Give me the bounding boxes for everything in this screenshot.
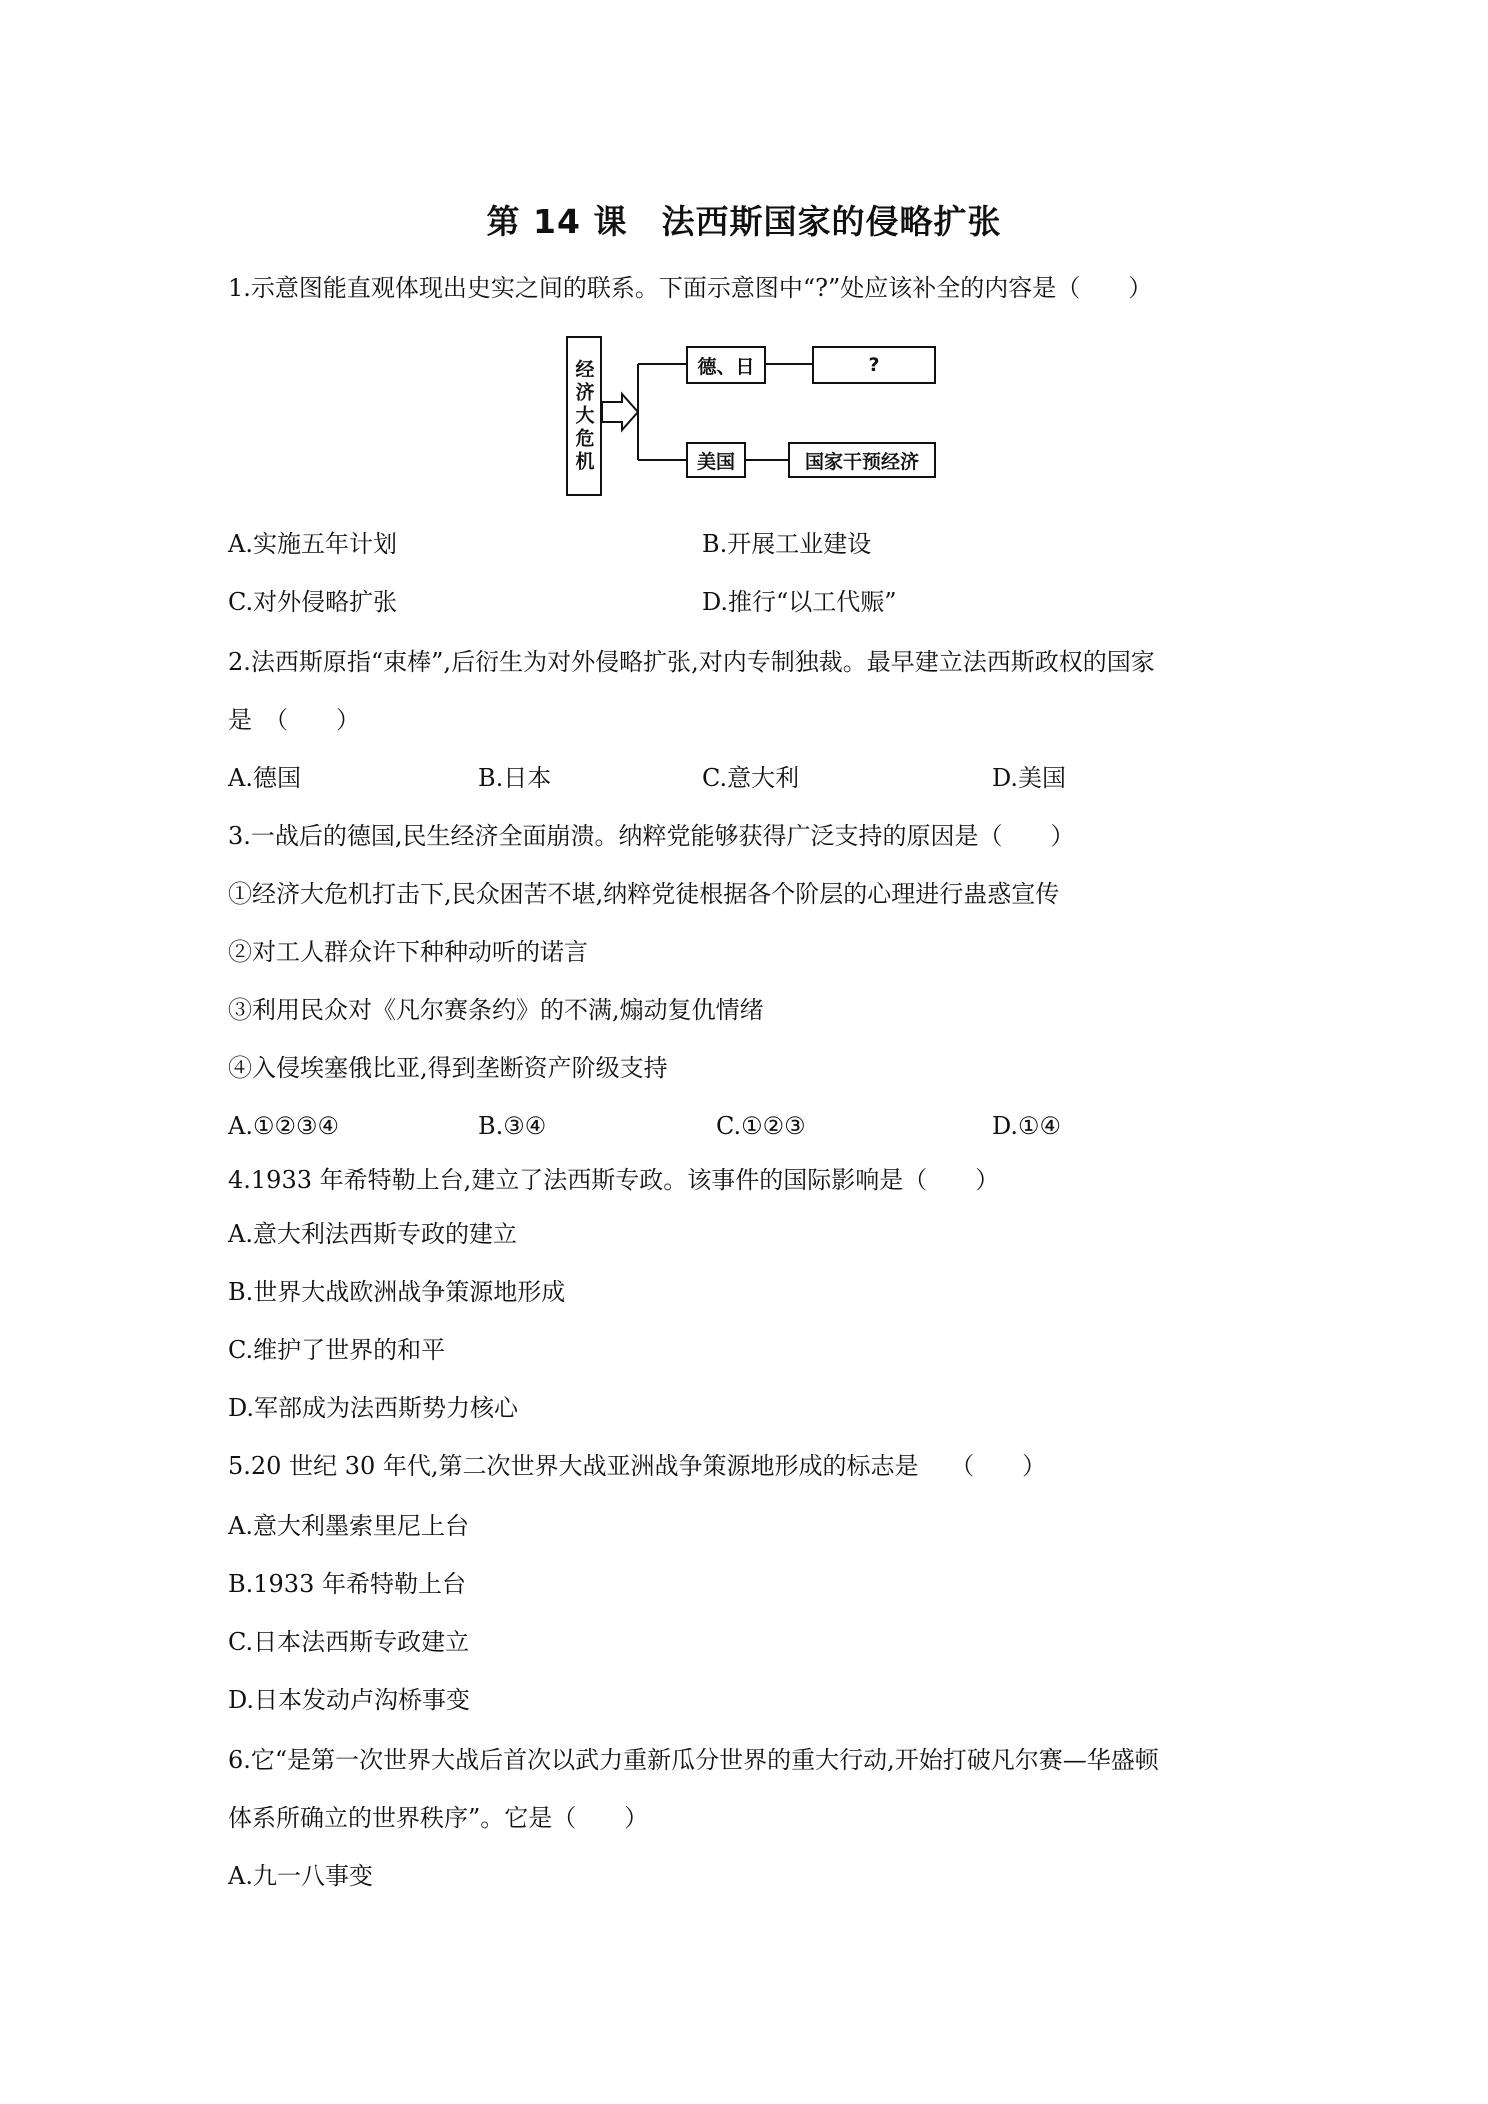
q5-option-b: B.1933 年希特勒上台 — [228, 1570, 466, 1598]
q2-option-a: A.德国 — [228, 764, 301, 792]
diagram-root-box: 经济大危机 — [566, 336, 602, 496]
q4-option-a: A.意大利法西斯专政的建立 — [228, 1220, 517, 1248]
q1-stem: 1.示意图能直观体现出史实之间的联系。下面示意图中“?”处应该补全的内容是（ ） — [228, 274, 1153, 302]
q3-option-b: B.③④ — [478, 1112, 547, 1140]
q2-stem-line2: 是 （ ） — [228, 706, 360, 734]
diagram-arrow — [602, 394, 638, 430]
q1-option-b: B.开展工业建设 — [702, 530, 872, 558]
q4-option-c: C.维护了世界的和平 — [228, 1336, 446, 1364]
q2-option-b: B.日本 — [478, 764, 552, 792]
diagram-lower-result-box: 国家干预经济 — [788, 442, 936, 478]
q3-item-3: ③利用民众对《凡尔赛条约》的不满,煽动复仇情绪 — [228, 996, 764, 1024]
q3-item-4: ④入侵埃塞俄比亚,得到垄断资产阶级支持 — [228, 1054, 668, 1082]
q1-diagram — [560, 332, 940, 502]
q3-option-d: D.①④ — [992, 1112, 1062, 1140]
q3-stem: 3.一战后的德国,民生经济全面崩溃。纳粹党能够获得广泛支持的原因是（ ） — [228, 822, 1075, 850]
page-title: 第 14 课 法西斯国家的侵略扩张 — [486, 202, 1002, 241]
diagram-upper-country-box: 德、日 — [686, 346, 766, 384]
q5-stem: 5.20 世纪 30 年代,第二次世界大战亚洲战争策源地形成的标志是 （ ） — [228, 1452, 1047, 1480]
q6-option-a: A.九一八事变 — [228, 1862, 373, 1890]
diagram-lower-country-box: 美国 — [686, 442, 746, 478]
q1-option-d: D.推行“以工代赈” — [702, 588, 897, 616]
q5-option-a: A.意大利墨索里尼上台 — [228, 1512, 469, 1540]
q6-stem-line2: 体系所确立的世界秩序”。它是（ ） — [228, 1804, 649, 1832]
q5-option-d: D.日本发动卢沟桥事变 — [228, 1686, 471, 1714]
q2-stem-line1: 2.法西斯原指“束棒”,后衍生为对外侵略扩张,对内专制独裁。最早建立法西斯政权的国家 — [228, 648, 1155, 676]
q4-option-b: B.世界大战欧洲战争策源地形成 — [228, 1278, 566, 1306]
q1-option-c: C.对外侵略扩张 — [228, 588, 398, 616]
q6-stem-line1: 6.它“是第一次世界大战后首次以武力重新瓜分世界的重大行动,开始打破凡尔赛—华盛顿 — [228, 1746, 1159, 1774]
q4-stem: 4.1933 年希特勒上台,建立了法西斯专政。该事件的国际影响是（ ） — [228, 1166, 1000, 1194]
q5-option-c: C.日本法西斯专政建立 — [228, 1628, 470, 1656]
q3-option-c: C.①②③ — [716, 1112, 806, 1140]
diagram-upper-result-box: ? — [812, 346, 936, 384]
q4-option-d: D.军部成为法西斯势力核心 — [228, 1394, 519, 1422]
q3-option-a: A.①②③④ — [228, 1112, 340, 1140]
q2-option-d: D.美国 — [992, 764, 1067, 792]
q2-option-c: C.意大利 — [702, 764, 800, 792]
q3-item-2: ②对工人群众许下种种动听的诺言 — [228, 938, 588, 966]
q3-item-1: ①经济大危机打击下,民众困苦不堪,纳粹党徒根据各个阶层的心理进行蛊惑宣传 — [228, 880, 1060, 908]
q1-option-a: A.实施五年计划 — [228, 530, 397, 558]
